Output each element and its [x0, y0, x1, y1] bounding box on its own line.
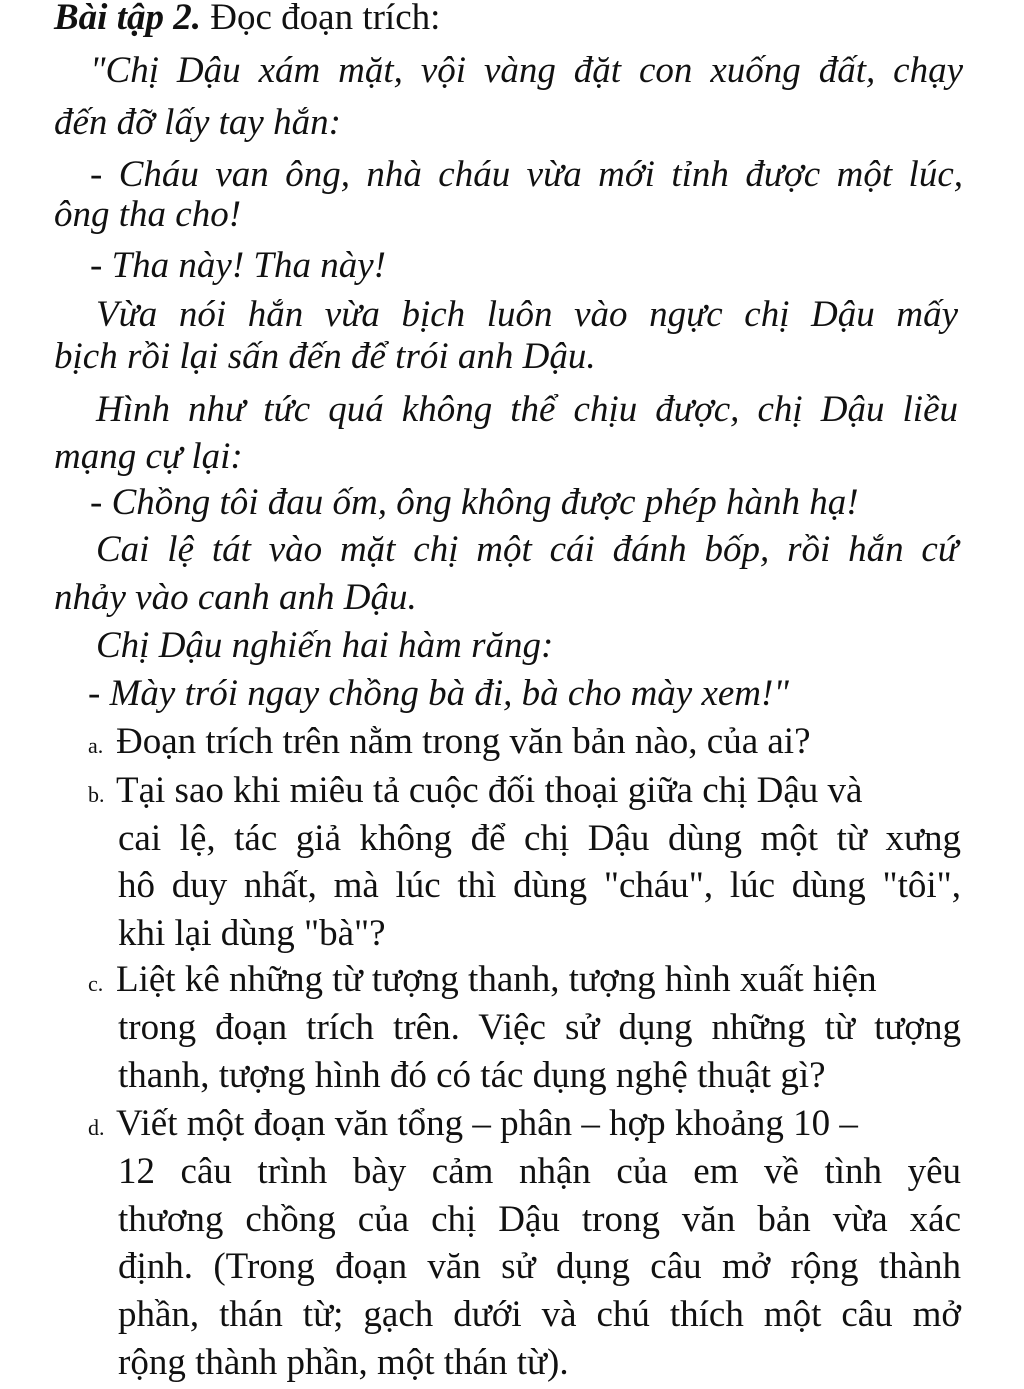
question-marker: a. [88, 733, 104, 758]
excerpt-line: "Chị Dậu xám mặt, vội vàng đặt con xuống đất, chạy [90, 50, 963, 91]
question-line: rộng thành phần, một thán từ). [118, 1342, 569, 1383]
exercise-heading [54, 0, 440, 44]
question-marker: d. [88, 1115, 105, 1140]
question-text: Liệt kê những từ tượng thanh, tượng hình xuất hiện [116, 959, 877, 1000]
excerpt-line: nhảy vào canh anh Dậu. [54, 577, 417, 618]
excerpt-line: ông tha cho! [54, 194, 242, 235]
exercise-title: Bài tập 2. [54, 0, 201, 38]
question-line: thương chồng của chị Dậu trong văn bản vừa xác [118, 1199, 961, 1240]
excerpt-line: - Cháu van ông, nhà cháu vừa mới tỉnh được một lúc, [90, 154, 963, 195]
question-line: hô duy nhất, mà lúc thì dùng "cháu", lúc dùng "tôi", [118, 865, 961, 906]
question-line: định. (Trong đoạn văn sử dụng câu mở rộng thành [118, 1246, 961, 1287]
excerpt-line: Cai lệ tát vào mặt chị một cái đánh bốp, rồi hắn cứ [96, 529, 958, 570]
excerpt-line: - Chồng tôi đau ốm, ông không được phép hành hạ! [90, 482, 859, 523]
excerpt-line: đến đỡ lấy tay hắn: [54, 102, 341, 143]
question-line [88, 716, 811, 772]
excerpt-line: Chị Dậu nghiến hai hàm răng: [96, 625, 554, 666]
excerpt-line: Vừa nói hắn vừa bịch luôn vào ngực chị Dậu mấy [96, 294, 958, 335]
excerpt-line: bịch rồi lại sấn đến để trói anh Dậu. [54, 336, 596, 377]
excerpt-line: - Tha này! Tha này! [90, 245, 386, 286]
question-marker: b. [88, 782, 105, 807]
question-line: trong đoạn trích trên. Việc sử dụng những từ tượng [118, 1007, 961, 1048]
question-line: thanh, tượng hình đó có tác dụng nghệ thuật gì? [118, 1055, 826, 1096]
question-text: Tại sao khi miêu tả cuộc đối thoại giữa chị Dậu và [116, 770, 863, 811]
question-line: phần, thán từ; gạch dưới và chú thích một câu mở [118, 1294, 961, 1335]
exercise-instruction: Đọc đoạn trích: [201, 0, 441, 38]
question-text: Viết một đoạn văn tổng – phân – hợp khoảng 10 – [116, 1103, 858, 1144]
question-line: 12 câu trình bày cảm nhận của em về tình yêu [118, 1151, 961, 1192]
excerpt-line: mạng cự lại: [54, 436, 243, 477]
excerpt-line: Hình như tức quá không thể chịu được, chị Dậu liều [96, 389, 958, 430]
question-text: Đoạn trích trên nằm trong văn bản nào, của ai? [116, 721, 811, 762]
question-line: cai lệ, tác giả không để chị Dậu dùng một từ xưng [118, 818, 961, 859]
question-marker: c. [88, 971, 104, 996]
question-line: khi lại dùng "bà"? [118, 913, 386, 954]
excerpt-line: - Mày trói ngay chồng bà đi, bà cho mày xem!" [88, 673, 789, 714]
